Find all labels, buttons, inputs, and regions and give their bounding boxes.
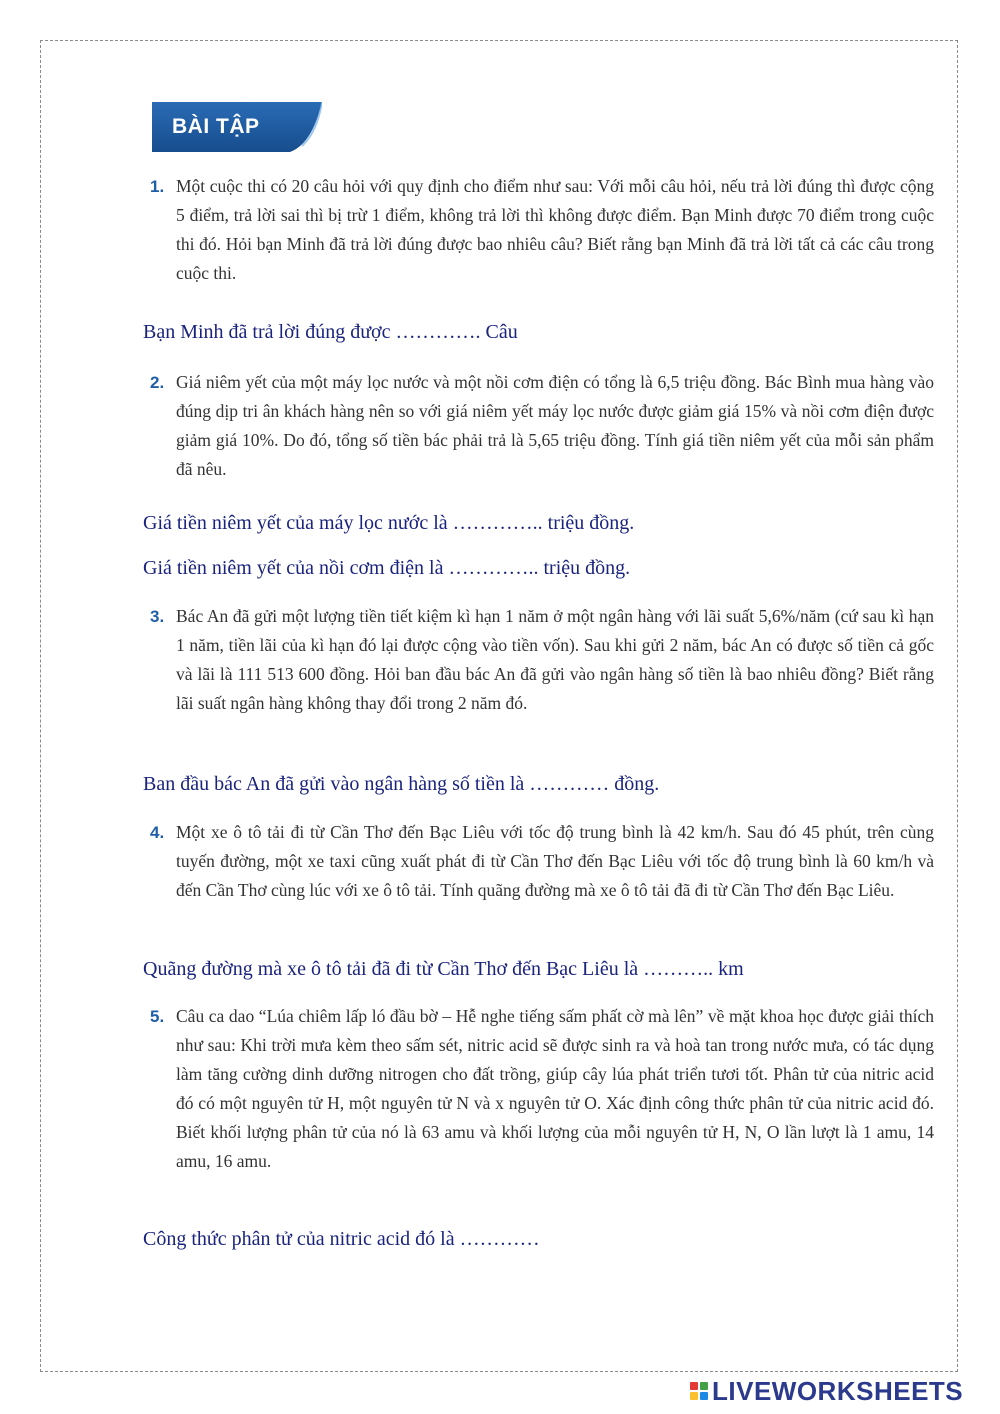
answer-line-3[interactable]: Ban đầu bác An đã gửi vào ngân hàng số tiền là ………… đồng. (143, 773, 660, 795)
exercise-4 (150, 818, 934, 905)
answer-line-5[interactable]: Công thức phân tử của nitric acid đó là ………… (143, 1228, 540, 1250)
exercise-5 (150, 1002, 934, 1176)
exercise-text: Một cuộc thi có 20 câu hỏi với quy định cho điểm như sau: Với mỗi câu hỏi, nếu trả lời đúng thì được cộng 5 điểm, trả lời sai thì bị trừ 1 điểm, không trả lời thì không được điểm. Bạn Minh được 70 điểm trong cuộc thi đó. Hỏi bạn Minh đã trả lời đúng được bao nhiêu câu? Biết rằng bạn Minh đã trả lời tất cả các câu trong cuộc thi. (176, 176, 934, 283)
exercise-number: 2. (150, 373, 165, 392)
exercise-number: 3. (150, 607, 165, 626)
answer-line-4[interactable]: Quãng đường mà xe ô tô tải đã đi từ Cần Thơ đến Bạc Liêu là ……….. km (143, 958, 744, 980)
banner-label: BÀI TẬP (172, 115, 260, 138)
exercise-text: Một xe ô tô tải đi từ Cần Thơ đến Bạc Liêu với tốc độ trung bình là 42 km/h. Sau đó 45 phút, trên cùng tuyến đường, một xe taxi cũng xuất phát đi từ Cần Thơ đến Bạc Liêu với tốc độ trung bình là 60 km/h và đến Cần Thơ cùng lúc với xe ô tô tải. Tính quãng đường mà xe ô tô tải đã đi từ Cần Thơ đến Bạc Liêu. (176, 822, 934, 900)
logo-text: LIVEWORKSHEETS (712, 1375, 964, 1406)
exercise-number: 5. (150, 1007, 165, 1026)
exercise-banner (152, 102, 322, 152)
answer-line-1[interactable]: Bạn Minh đã trả lời đúng được …………. Câu (143, 321, 518, 343)
exercise-1 (150, 172, 934, 288)
answer-line-2b[interactable]: Giá tiền niêm yết của nồi cơm điện là ………….. triệu đồng. (143, 557, 631, 579)
exercise-3 (150, 602, 934, 718)
liveworksheets-logo (690, 1376, 963, 1406)
exercise-text: Giá niêm yết của một máy lọc nước và một nồi cơm điện có tổng là 6,5 triệu đồng. Bác Bình mua hàng vào đúng dịp tri ân khách hàng nên so với giá niêm yết máy lọc nước được giảm giá 15% và nồi cơm điện được giảm giá 10%. Do đó, tổng số tiền bác phải trả là 5,65 triệu đồng. Tính giá tiền niêm yết của mỗi sản phẩm đã nêu. (176, 372, 934, 479)
exercise-number: 4. (150, 823, 165, 842)
logo-grid-icon (690, 1382, 708, 1400)
exercise-number: 1. (150, 177, 165, 196)
answer-line-2a[interactable]: Giá tiền niêm yết của máy lọc nước là ………….. triệu đồng. (143, 512, 635, 534)
exercise-2 (150, 368, 934, 484)
exercise-text: Câu ca dao “Lúa chiêm lấp ló đầu bờ – Hễ nghe tiếng sấm phất cờ mà lên” về mặt khoa học được giải thích như sau: Khi trời mưa kèm theo sấm sét, nitric acid sẽ được sinh ra và hoà tan trong nước mưa, có tác dụng làm tăng cường dinh dưỡng nitrogen cho đất trồng, giúp cây lúa phát triển tươi tốt. Phân tử của nitric acid đó có một nguyên tử H, một nguyên tử N và x nguyên tử O. Xác định công thức phân tử của nitric acid đó. Biết khối lượng phân tử của nó là 63 amu và khối lượng của mỗi nguyên tử H, N, O lần lượt là 1 amu, 14 amu, 16 amu. (176, 1006, 934, 1171)
exercise-text: Bác An đã gửi một lượng tiền tiết kiệm kì hạn 1 năm ở một ngân hàng với lãi suất 5,6%/năm (cứ sau kì hạn 1 năm, tiền lãi của kì hạn đó lại được cộng vào tiền vốn). Sau khi gửi 2 năm, bác An có được số tiền cả gốc và lãi là 111 513 600 đồng. Hỏi ban đầu bác An đã gửi vào ngân hàng số tiền là bao nhiêu đồng? Biết rằng lãi suất ngân hàng không thay đổi trong 2 năm đó. (176, 606, 934, 713)
